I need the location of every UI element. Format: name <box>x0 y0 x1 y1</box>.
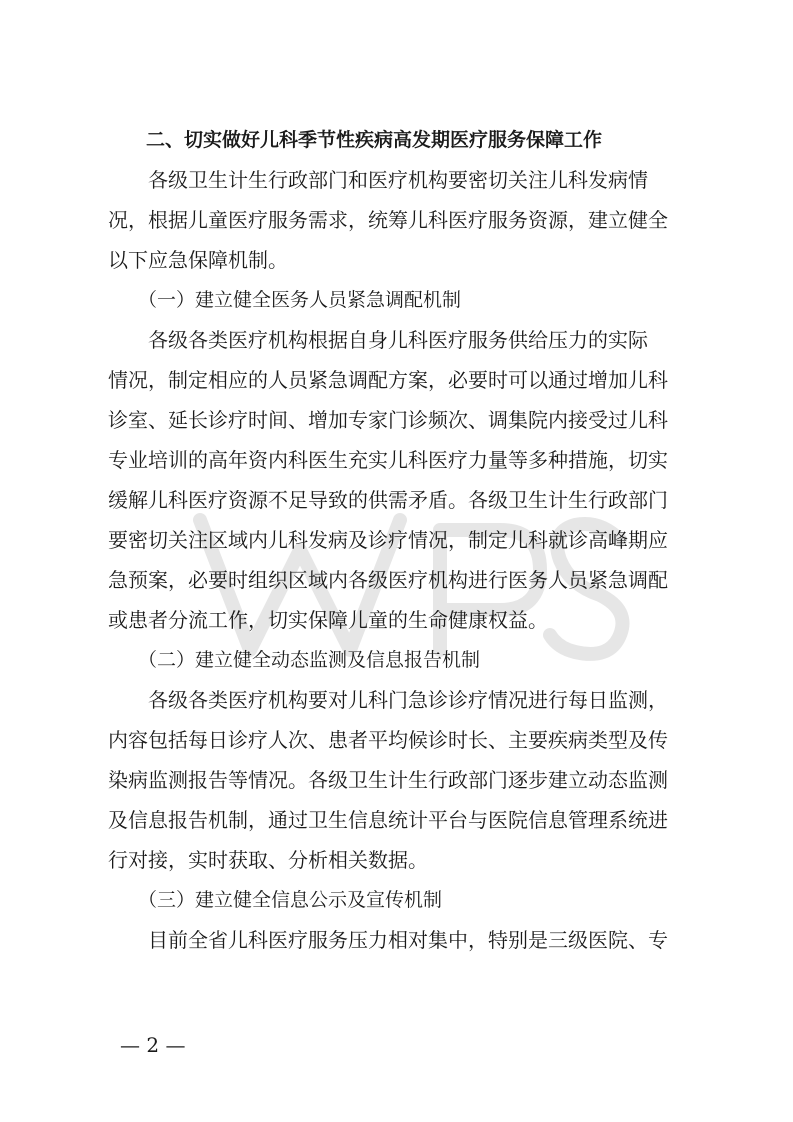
paragraph-line: 或患者分流工作，切实保障儿童的生命健康权益。 <box>108 608 548 632</box>
paragraph-line: 情况，制定相应的人员紧急调配方案，必要时可以通过增加儿科 <box>108 368 668 392</box>
paragraph-line: 专业培训的高年资内科医生充实儿科医疗力量等多种措施，切实 <box>108 448 668 472</box>
page-number: — 2 — <box>120 1033 186 1057</box>
paragraph-line: 要密切关注区域内儿科发病及诊疗情况，制定儿科就诊高峰期应 <box>108 528 668 552</box>
paragraph-line: 诊室、延长诊疗时间、增加专家门诊频次、调集院内接受过儿科 <box>108 408 668 432</box>
paragraph-line: 目前全省儿科医疗服务压力相对集中，特别是三级医院、专 <box>148 928 668 952</box>
paragraph-line: 行对接，实时获取、分析相关数据。 <box>108 848 428 872</box>
paragraph-line: 各级各类医疗机构根据自身儿科医疗服务供给压力的实际 <box>148 328 648 352</box>
paragraph-line: 缓解儿科医疗资源不足导致的供需矛盾。各级卫生计生行政部门 <box>108 488 668 512</box>
paragraph-line: 况，根据儿童医疗服务需求，统筹儿科医疗服务资源，建立健全 <box>108 208 668 232</box>
paragraph-line: 以下应急保障机制。 <box>108 248 288 272</box>
paragraph-line: 急预案，必要时组织区域内各级医疗机构进行医务人员紧急调配 <box>108 568 668 592</box>
subsection-heading-2: （二）建立健全动态监测及信息报告机制 <box>138 649 481 671</box>
paragraph-line: 各级卫生计生行政部门和医疗机构要密切关注儿科发病情 <box>148 168 648 192</box>
paragraph-line: 各级各类医疗机构要对儿科门急诊诊疗情况进行每日监测， <box>148 688 668 712</box>
subsection-heading-3: （三）建立健全信息公示及宣传机制 <box>138 889 443 911</box>
paragraph-line: 染病监测报告等情况。各级卫生计生行政部门逐步建立动态监测 <box>108 768 668 792</box>
subsection-heading-1: （一）建立健全医务人员紧急调配机制 <box>138 289 462 311</box>
paragraph-line: 及信息报告机制，通过卫生信息统计平台与医院信息管理系统进 <box>108 808 668 832</box>
paragraph-line: 内容包括每日诊疗人次、患者平均候诊时长、主要疾病类型及传 <box>108 728 668 752</box>
section-heading: 二、切实做好儿科季节性疾病高发期医疗服务保障工作 <box>146 129 603 151</box>
